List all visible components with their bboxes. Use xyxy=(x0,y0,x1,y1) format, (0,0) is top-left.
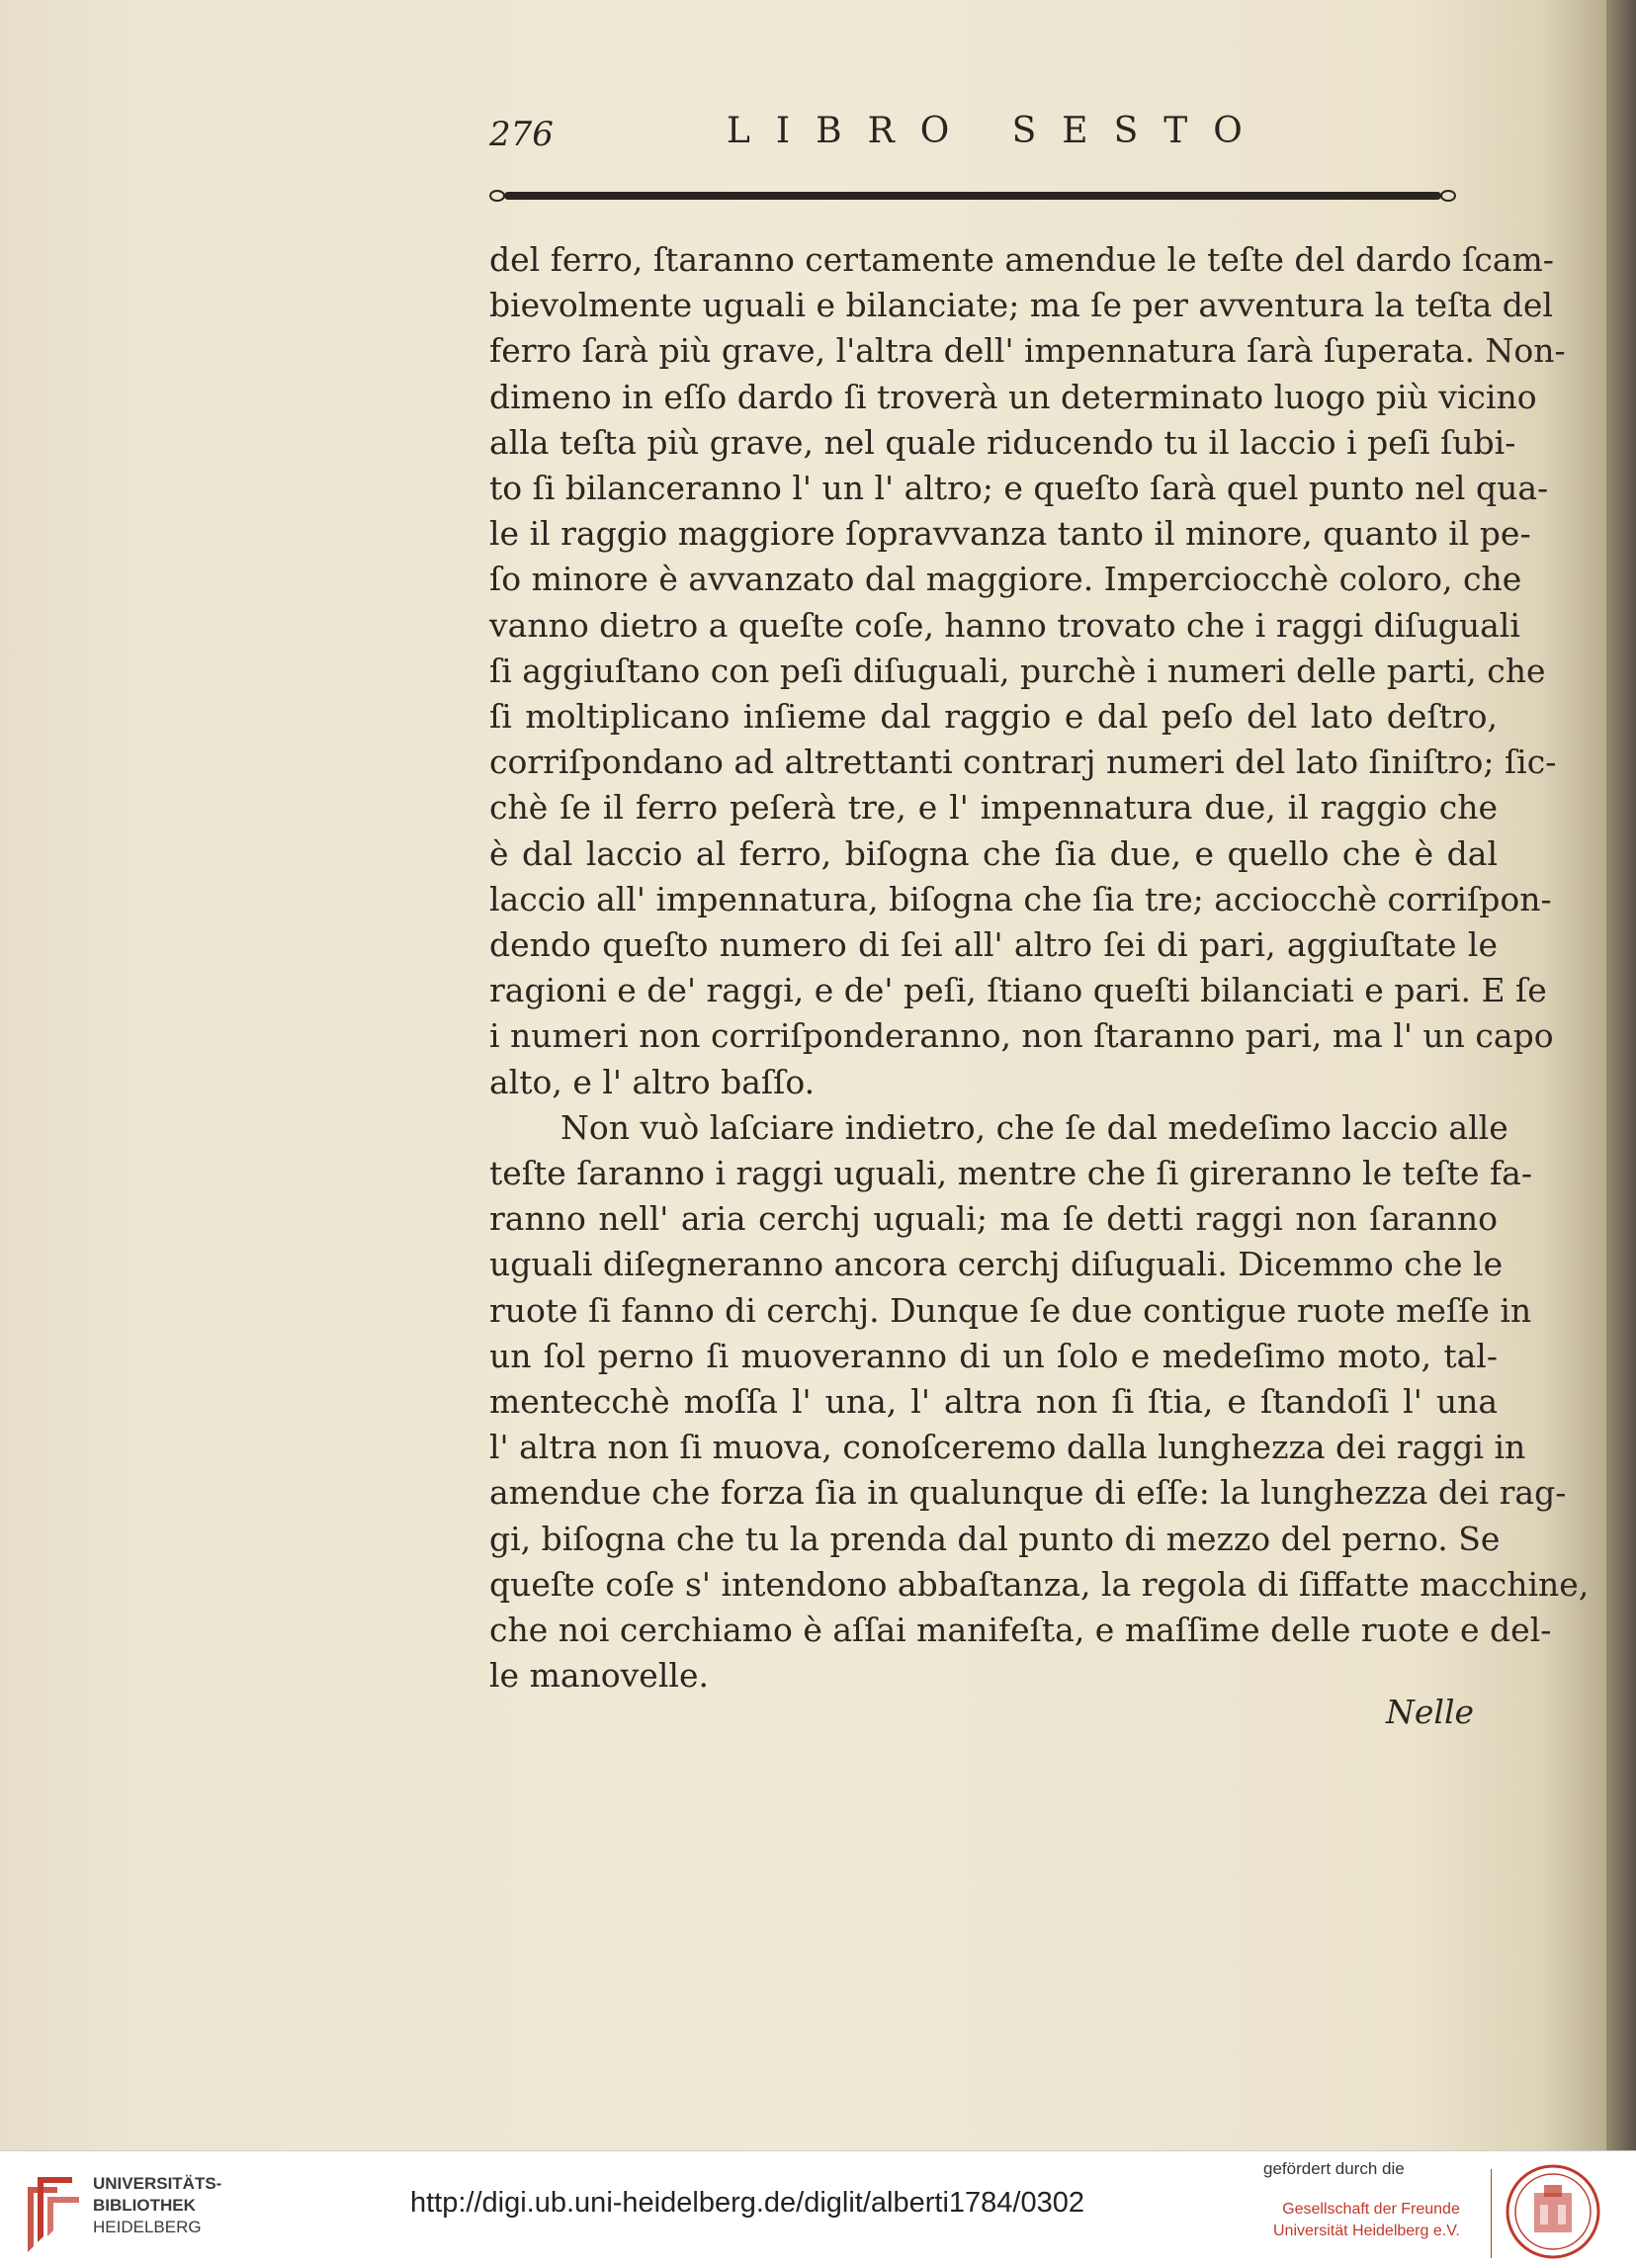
text-line: amendue che forza ſia in qualunque di eſſe: la lunghezza dei rag- xyxy=(489,1473,1567,1513)
text-line: l' altra non ſi muova, conoſceremo dalla lunghezza dei raggi in xyxy=(489,1428,1526,1467)
ornamental-rule xyxy=(489,188,1456,204)
text-line: to ſi bilanceranno l' un l' altro; e queſto ſarà quel punto nel qua- xyxy=(489,469,1549,508)
text-line: gi, biſogna che tu la prenda dal punto di mezzo del perno. Se xyxy=(489,1519,1501,1558)
sponsor-divider xyxy=(1491,2169,1492,2258)
text-line: laccio all' impennatura, biſogna che ſia tre; acciocchè corriſpon- xyxy=(489,879,1552,918)
text-line: alto, e l' altro baſſo. xyxy=(489,1062,816,1101)
text-line: ferro ſarà più grave, l'altra dell' impennatura ſarà ſuperata. Non- xyxy=(489,331,1566,371)
text-line: dimeno in eſſo dardo ſi troverà un determinato luogo più vicino xyxy=(489,377,1537,416)
text-line: ranno nell' aria cerchj uguali; ma ſe detti raggi non ſaranno xyxy=(489,1199,1498,1239)
text-line: ruote ſi fanno di cerchj. Dunque ſe due contigue ruote meſſe in xyxy=(489,1290,1532,1330)
library-name xyxy=(93,2173,221,2238)
text-line: è dal laccio al ferro, biſogna che ſia due, e quello che è dal xyxy=(489,833,1498,873)
page-number: 276 xyxy=(489,115,554,154)
university-seal-icon xyxy=(1505,2163,1601,2260)
text-line: ſi aggiuſtano con peſi diſuguali, purchè i numeri delle parti, che xyxy=(489,651,1546,690)
sponsor-label: gefördert durch die xyxy=(1263,2159,1405,2178)
text-line: dendo queſto numero di ſei all' altro ſei di pari, aggiuſtate le xyxy=(489,925,1498,965)
text-line: chè ſe il ferro peſerà tre, e l' impennatura due, il raggio che xyxy=(489,788,1498,828)
text-line: del ferro, ſtaranno certamente amendue le teſte del dardo ſcam- xyxy=(489,240,1554,279)
sponsor-name-line: Gesellschaft der Freunde xyxy=(1282,2201,1460,2218)
text-line: vanno dietro a queſte coſe, hanno trovato che i raggi diſuguali xyxy=(489,605,1520,645)
text-line: un ſol perno ſi muoveranno di un ſolo e medeſimo moto, tal- xyxy=(489,1336,1498,1375)
text-line: ragioni e de' raggi, e de' peſi, ſtiano queſti bilanciati e pari. E ſe xyxy=(489,971,1547,1010)
catchword: Nelle xyxy=(1386,1693,1475,1731)
book-section-title: LIBRO SESTO xyxy=(727,111,1268,151)
library-name-line: HEIDELBERG xyxy=(93,2218,202,2236)
text-line: mentecchè moſſa l' una, l' altra non ſi ſtia, e ſtandoſi l' una xyxy=(489,1382,1498,1422)
library-name-line: UNIVERSITÄTS- xyxy=(93,2174,222,2193)
text-line: le il raggio maggiore ſopravvanza tanto il minore, quanto il pe- xyxy=(489,514,1531,554)
running-head xyxy=(489,107,1478,166)
text-line: le manovelle. xyxy=(489,1656,709,1696)
text-line: che noi cerchiamo è aſſai manifeſta, e maſſime delle ruote e del- xyxy=(489,1611,1552,1650)
text-line: teſte ſaranno i raggi uguali, mentre che ſi gireranno le teſte fa- xyxy=(489,1154,1533,1193)
permalink-url[interactable]: http://digi.ub.uni-heidelberg.de/diglit/alberti1784/0302 xyxy=(410,2187,1084,2219)
text-line: i numeri non corriſponderanno, non ſtaranno pari, ma l' un capo xyxy=(489,1016,1554,1056)
text-line: ſi moltiplicano inſieme dal raggio e dal peſo del lato deſtro, xyxy=(489,697,1498,737)
body-text xyxy=(489,237,1590,1700)
text-line: ſo minore è avvanzato dal maggiore. Imperciocchè coloro, che xyxy=(489,560,1522,599)
sponsor-name xyxy=(1273,2199,1460,2242)
footer-bar xyxy=(0,2150,1636,2268)
text-line: uguali diſegneranno ancora cerchj diſuguali. Dicemmo che le xyxy=(489,1245,1504,1284)
text-line: alla teſta più grave, nel quale riducendo tu il laccio i peſi ſubi- xyxy=(489,422,1516,462)
sponsor-name-line: Universität Heidelberg e.V. xyxy=(1273,2223,1460,2239)
text-line: bievolmente uguali e bilanciate; ma ſe per avventura la teſta del xyxy=(489,286,1553,325)
text-line: corriſpondano ad altrettanti contrarj numeri del lato ſiniſtro; ſic- xyxy=(489,742,1557,782)
text-line: queſte coſe s' intendono abbaſtanza, la regola di ſiffatte macchine, xyxy=(489,1564,1590,1604)
university-library-logo-icon xyxy=(18,2167,87,2252)
library-name-line: BIBLIOTHEK xyxy=(93,2196,196,2215)
text-line: Non vuò laſciare indietro, che ſe dal medeſimo laccio alle xyxy=(560,1107,1508,1147)
